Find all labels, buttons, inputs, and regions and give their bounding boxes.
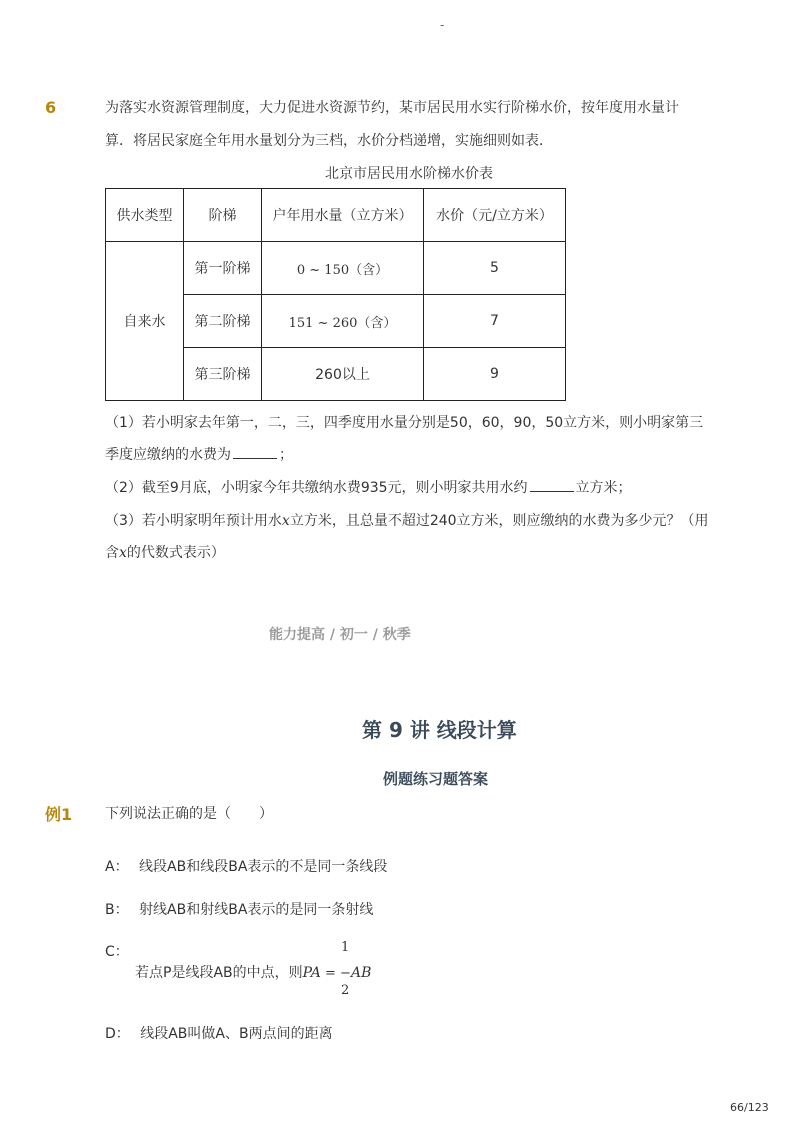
- example-label: 例1: [45, 805, 73, 824]
- supply-type-cell: 自来水: [106, 242, 184, 401]
- course-footer: 能力提高 / 初一 / 秋季: [269, 627, 411, 643]
- sub-question-3-text-c: 含: [105, 545, 119, 561]
- table-header-row: [106, 189, 566, 242]
- sub-question-1-text: 季度应缴纳的水费为: [105, 447, 231, 463]
- option-b: [105, 899, 373, 919]
- variable-x: x: [119, 545, 127, 561]
- question-intro-line2: 算．将居民家庭全年用水量划分为三档，水价分档递增，实施细则如表．: [105, 133, 553, 149]
- sub-question-1-tail: ；: [279, 447, 293, 463]
- price-cell: 5: [424, 242, 566, 295]
- water-price-table: [105, 188, 566, 401]
- page-number: 66/123: [730, 1101, 769, 1114]
- range-cell: 260以上: [262, 348, 424, 401]
- option-b-label: B：: [105, 902, 129, 918]
- option-a: [105, 856, 387, 876]
- sub-question-3-line2: [105, 537, 225, 569]
- option-d-label: D：: [105, 1026, 130, 1042]
- sub-question-2: [105, 472, 632, 504]
- option-d: [105, 1023, 333, 1043]
- option-d-text: 线段AB叫做A、B两点间的距离: [140, 1026, 333, 1042]
- formula-ab: AB: [350, 965, 372, 981]
- table-caption: 北京市居民用水阶梯水价表: [325, 166, 493, 182]
- range-cell: 0 ~ 150（含）: [262, 242, 424, 295]
- sub-question-2-text: （2）截至9月底，小明家今年共缴纳水费935元，则小明家共用水约: [105, 480, 528, 496]
- sub-question-2-tail: 立方米；: [575, 480, 632, 496]
- sub-question-3-text-d: 的代数式表示）: [126, 545, 225, 561]
- option-c-line: [135, 962, 371, 982]
- formula-equals: =: [320, 966, 341, 981]
- fraction-numerator: 1: [341, 940, 350, 955]
- table-row: [106, 242, 566, 295]
- option-c-label: C：: [105, 944, 129, 960]
- sub-question-3-text-b: 立方米，且总量不超过240立方米，则应缴纳的水费为多少元？（用: [289, 513, 709, 529]
- sub-question-3-text: （3）若小明家明年预计用水: [105, 513, 282, 529]
- formula-pa: PA: [302, 965, 321, 981]
- answer-blank: [530, 477, 574, 492]
- tier-cell: 第三阶梯: [184, 348, 262, 401]
- option-b-text: 射线AB和射线BA表示的是同一条射线: [139, 902, 374, 918]
- option-a-text: 线段AB和线段BA表示的不是同一条线段: [139, 859, 388, 875]
- price-cell: 7: [424, 295, 566, 348]
- header-mark: -: [440, 18, 445, 32]
- fraction-denominator: 2: [341, 983, 350, 998]
- option-a-label: A：: [105, 859, 129, 875]
- range-cell: 151 ~ 260（含）: [262, 295, 424, 348]
- table-header-cell: 水价（元/立方米）: [424, 189, 566, 242]
- sub-question-3-line1: [105, 505, 709, 537]
- table-header-cell: 阶梯: [184, 189, 262, 242]
- answer-blank: [233, 444, 277, 459]
- table-header-cell: 供水类型: [106, 189, 184, 242]
- section-subtitle: 例题练习题答案: [383, 770, 489, 788]
- table-header-cell: 户年用水量（立方米）: [262, 189, 424, 242]
- fraction-bar: −: [340, 966, 351, 981]
- tier-cell: 第二阶梯: [184, 295, 262, 348]
- lecture-title: 第 9 讲 线段计算: [362, 718, 517, 742]
- sub-question-1-line2: [105, 439, 293, 471]
- question-number: 6: [45, 98, 57, 117]
- sub-question-1-line1: （1）若小明家去年第一，二，三，四季度用水量分别是50，60，90，50立方米，则小明家第三: [105, 415, 704, 431]
- tier-cell: 第一阶梯: [184, 242, 262, 295]
- variable-x: x: [281, 513, 290, 529]
- price-cell: 9: [424, 348, 566, 401]
- question-intro-line1: 为落实水资源管理制度，大力促进水资源节约，某市居民用水实行阶梯水价，按年度用水量计: [105, 100, 679, 116]
- option-c-text: 若点P是线段AB的中点，则: [135, 965, 303, 981]
- example-question: 下列说法正确的是（ ）: [105, 806, 273, 822]
